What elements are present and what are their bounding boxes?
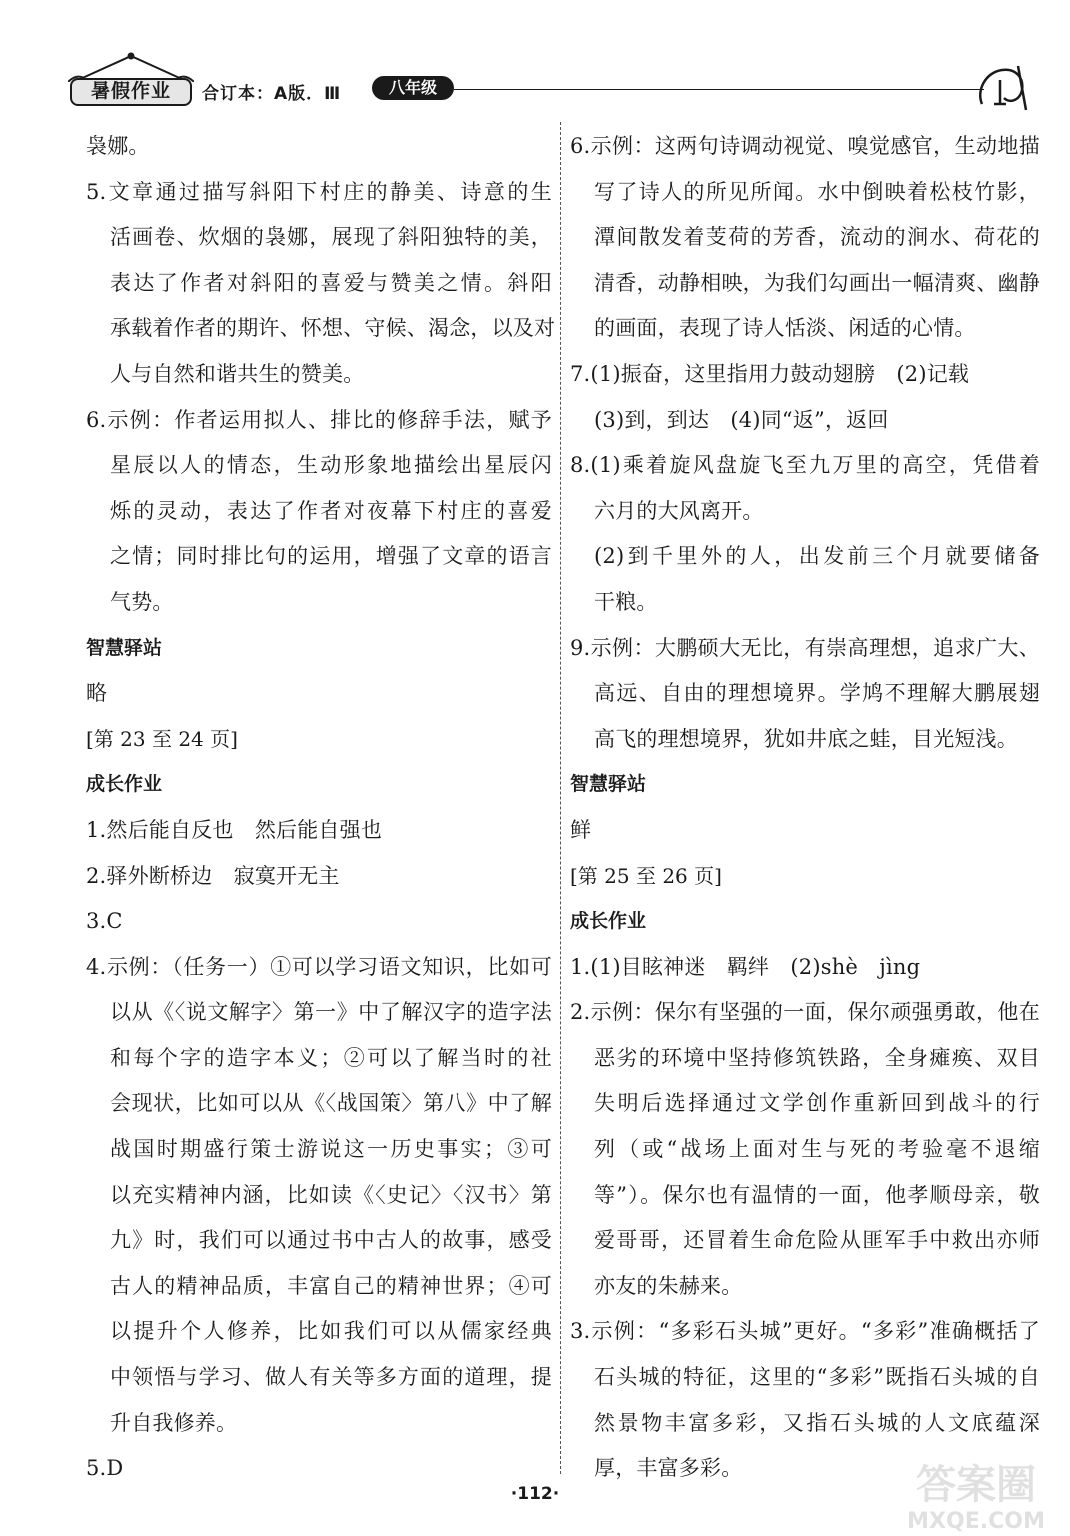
answer-line: 以提升个人修养，比如我们可以从儒家经典 <box>110 1319 552 1344</box>
answer-line: 鲜 <box>570 817 592 842</box>
series-logo <box>68 52 194 106</box>
answer-line: 然景物丰富多彩，又指石头城的人文底蕴深 <box>594 1410 1040 1435</box>
answer-line: 六月的大风离开。 <box>594 498 764 523</box>
answer-line: 等”）。保尔也有温情的一面，他孝顺母亲，敬 <box>594 1182 1040 1207</box>
answer-line: 会现状，比如可以从《〈战国策〉第八》中了解 <box>110 1091 552 1116</box>
column-divider <box>560 122 561 1474</box>
answer-line: 以充实精神内涵，比如读《〈史记〉〈汉书〉第 <box>110 1182 552 1207</box>
answer-line: 1.然后能自反也 然后能自强也 <box>86 817 383 842</box>
answer-line: 列（或“战场上面对生与死的考验毫不退缩 <box>594 1137 1040 1162</box>
answer-line: 亦友的朱赫来。 <box>594 1273 743 1298</box>
answer-line: 活画卷、炊烟的袅娜，展现了斜阳独特的美， <box>110 225 552 250</box>
answer-line: 石头城的特征，这里的“多彩”既指石头城的自 <box>594 1365 1040 1390</box>
watermark-top-text: 答案圈 <box>916 1462 1036 1508</box>
decorative-swirl-icon <box>976 60 1036 114</box>
answer-line: 5.D <box>86 1456 124 1481</box>
watermark-bottom-text: MXQE.COM <box>907 1509 1045 1534</box>
answer-line: 升自我修养。 <box>110 1410 238 1435</box>
answer-line: 3.C <box>86 909 123 934</box>
answer-line: 9.示例：大鹏硕大无比，有崇高理想，追求广大、 <box>570 635 1040 660</box>
answer-line: 表达了作者对斜阳的喜爱与赞美之情。斜阳 <box>110 270 552 295</box>
answer-line: 略 <box>86 681 108 706</box>
answer-line: 写了诗人的所见所闻。水中倒映着松枝竹影， <box>594 179 1040 204</box>
answer-line: 和每个字的造字本义；②可以了解当时的社 <box>110 1045 552 1070</box>
answer-line: 高飞的理想境界，犹如井底之蛙，目光短浅。 <box>594 726 1018 751</box>
answer-line: 的画面，表现了诗人恬淡、闲适的心情。 <box>594 316 976 341</box>
answer-line: 之情；同时排比句的运用，增强了文章的语言 <box>110 544 552 569</box>
answer-line: 九》时，我们可以通过书中古人的故事，感受 <box>110 1228 552 1253</box>
answer-line: 承载着作者的期许、怀想、守候、渴念，以及对 <box>110 316 556 341</box>
section-heading-growth-homework: 成长作业 <box>570 910 647 933</box>
answer-line: 古人的精神品质，丰富自己的精神世界；④可 <box>110 1273 552 1298</box>
answer-line: 失明后选择通过文学创作重新回到战斗的行 <box>594 1091 1040 1116</box>
page-range-label: [第 23 至 24 页] <box>86 726 238 751</box>
answer-line: 2.驿外断桥边 寂寞开无主 <box>86 863 340 888</box>
answer-line: 高远、自由的理想境界。学鸠不理解大鹏展翅 <box>594 681 1040 706</box>
answer-line: 潭间散发着芰荷的芳香，流动的涧水、荷花的 <box>594 225 1040 250</box>
section-heading-growth-homework: 成长作业 <box>86 773 163 796</box>
answer-line: 4.示例：（任务一）①可以学习语文知识，比如可 <box>86 954 552 979</box>
page-header <box>0 0 1070 120</box>
answer-line: 以从《〈说文解字〉第一》中了解汉字的造字法 <box>110 1000 552 1025</box>
answer-line: 战国时期盛行策士游说这一历史事实；③可 <box>110 1137 552 1162</box>
right-column <box>570 124 1040 1492</box>
answer-line: 8.(1)乘着旋风盘旋飞至九万里的高空，凭借着 <box>570 453 1040 478</box>
left-column <box>86 124 556 1492</box>
answer-line: 6.示例：作者运用拟人、排比的修辞手法，赋予 <box>86 407 552 432</box>
page-number: ·112· <box>510 1484 560 1504</box>
answer-line: (3)到，到达 (4)同“返”，返回 <box>594 407 889 432</box>
site-watermark-logo <box>886 1448 1066 1534</box>
grade-badge: 八年级 <box>372 76 454 100</box>
answer-line: 人与自然和谐共生的赞美。 <box>110 361 365 386</box>
answer-line: 1.(1)目眩神迷 羁绊 (2)shè jìng <box>570 954 921 979</box>
section-heading-wisdom-station: 智慧驿站 <box>570 773 647 796</box>
answer-line: 5.文章通过描写斜阳下村庄的静美、诗意的生 <box>86 179 552 204</box>
answer-line: 3.示例：“多彩石头城”更好。“多彩”准确概括了 <box>570 1319 1040 1344</box>
answer-line: 7.(1)振奋，这里指用力鼓动翅膀 (2)记载 <box>570 361 970 386</box>
answer-line: 爱哥哥，还冒着生命危险从匪军手中救出亦师 <box>594 1228 1040 1253</box>
section-heading-wisdom-station: 智慧驿站 <box>86 636 163 659</box>
answer-line: 干粮。 <box>594 589 658 614</box>
answer-line: 恶劣的环境中坚持修筑铁路，全身瘫痪、双目 <box>594 1045 1040 1070</box>
answer-line: 6.示例：这两句诗调动视觉、嗅觉感官，生动地描 <box>570 134 1040 158</box>
header-rule <box>454 89 984 90</box>
answer-line: 厚，丰富多彩。 <box>594 1456 743 1481</box>
answer-line: 清香，动静相映，为我们勾画出一幅清爽、幽静 <box>594 270 1040 295</box>
answer-line: 袅娜。 <box>86 134 150 158</box>
edition-subtitle: 合订本：A版．Ⅲ <box>202 84 342 104</box>
answer-line: 中领悟与学习、做人有关等多方面的道理，提 <box>110 1365 552 1390</box>
page-range-label: [第 25 至 26 页] <box>570 863 722 888</box>
answer-line: 2.示例：保尔有坚强的一面，保尔顽强勇敢，他在 <box>570 1000 1040 1025</box>
answer-line: 气势。 <box>110 589 174 614</box>
answer-line: (2)到千里外的人，出发前三个月就要储备 <box>594 544 1040 569</box>
answer-line: 烁的灵动，表达了作者对夜幕下村庄的喜爱 <box>110 498 552 523</box>
answer-line: 星辰以人的情态，生动形象地描绘出星辰闪 <box>110 453 552 478</box>
logo-text: 暑假作业 <box>70 78 192 106</box>
